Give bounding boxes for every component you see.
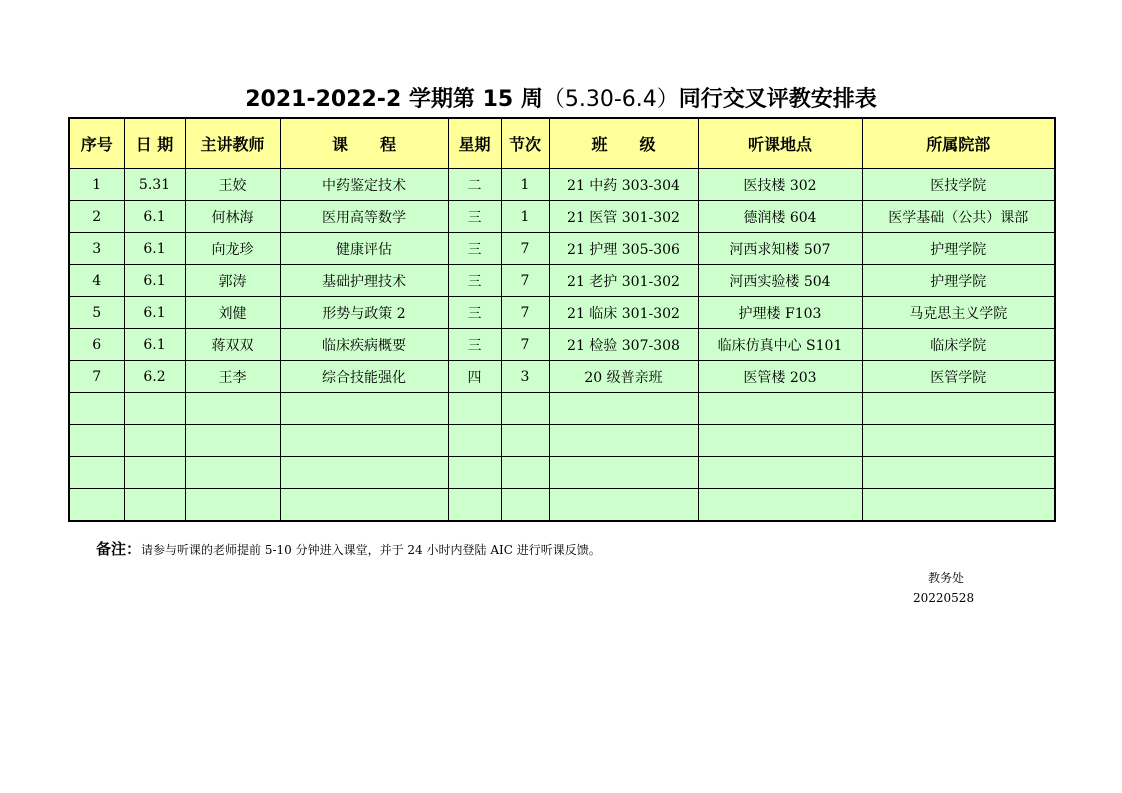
cell-teacher: 向龙珍 [185,233,280,265]
cell-location: 河西求知楼 507 [698,233,862,265]
cell-teacher: 蒋双双 [185,329,280,361]
cell-empty [862,425,1055,457]
cell-class: 21 老护 301-302 [549,265,698,297]
cell-department: 医技学院 [862,169,1055,201]
cell-teacher: 郭涛 [185,265,280,297]
cell-class: 21 检验 307-308 [549,329,698,361]
cell-empty [124,425,185,457]
table-row [69,233,1055,265]
cell-course: 基础护理技术 [280,265,448,297]
cell-empty [501,425,549,457]
cell-empty [124,393,185,425]
col-header-location: 听课地点 [698,118,862,169]
cell-empty [549,425,698,457]
cell-department: 临床学院 [862,329,1055,361]
cell-empty [501,457,549,489]
cell-period: 7 [501,233,549,265]
cell-date: 6.1 [124,297,185,329]
cell-department: 护理学院 [862,265,1055,297]
table-header-row [69,118,1055,169]
cell-date: 6.2 [124,361,185,393]
cell-teacher: 何林海 [185,201,280,233]
cell-empty [698,425,862,457]
cell-empty [280,457,448,489]
cell-empty [185,425,280,457]
cell-weekday: 二 [448,169,501,201]
cell-empty [185,457,280,489]
col-header-department: 所属院部 [862,118,1055,169]
cell-date: 6.1 [124,265,185,297]
cell-index: 4 [69,265,124,297]
table-row [69,169,1055,201]
table-row [69,489,1055,522]
cell-empty [280,393,448,425]
cell-location: 德润楼 604 [698,201,862,233]
cell-class: 21 中药 303-304 [549,169,698,201]
cell-date: 6.1 [124,233,185,265]
cell-empty [549,489,698,522]
cell-teacher: 王姣 [185,169,280,201]
cell-index: 7 [69,361,124,393]
cell-empty [862,393,1055,425]
table-row [69,361,1055,393]
page-title [0,82,1122,113]
remark-label: 备注： [96,540,142,558]
cell-weekday: 三 [448,297,501,329]
cell-location: 河西实验楼 504 [698,265,862,297]
cell-empty [185,489,280,522]
cell-department: 马克思主义学院 [862,297,1055,329]
table-row [69,297,1055,329]
schedule-table [68,117,1056,522]
cell-weekday: 四 [448,361,501,393]
remark-text: 请参与听课的老师提前 5-10 分钟进入课堂，并于 24 小时内登陆 AIC 进行听课反馈。 [141,543,601,557]
cell-teacher: 刘健 [185,297,280,329]
cell-course: 综合技能强化 [280,361,448,393]
cell-course: 形势与政策 2 [280,297,448,329]
remark-note [96,538,601,559]
cell-period: 7 [501,297,549,329]
title-range: （5.30-6.4） [542,87,679,112]
cell-index: 3 [69,233,124,265]
cell-location: 医管楼 203 [698,361,862,393]
cell-class: 20 级普亲班 [549,361,698,393]
cell-empty [69,457,124,489]
table-row [69,329,1055,361]
cell-course: 医用高等数学 [280,201,448,233]
col-header-teacher: 主讲教师 [185,118,280,169]
table-row [69,425,1055,457]
cell-date: 6.1 [124,329,185,361]
col-header-class: 班 级 [549,118,698,169]
col-header-date: 日 期 [124,118,185,169]
cell-empty [124,457,185,489]
cell-index: 6 [69,329,124,361]
col-header-weekday: 星期 [448,118,501,169]
cell-index: 1 [69,169,124,201]
table-row [69,457,1055,489]
title-main: 2021-2022-2 学期第 15 周 [245,87,543,112]
cell-course: 中药鉴定技术 [280,169,448,201]
cell-empty [280,489,448,522]
cell-teacher: 王李 [185,361,280,393]
cell-empty [698,489,862,522]
cell-empty [698,393,862,425]
table-row [69,201,1055,233]
col-header-index: 序号 [69,118,124,169]
cell-department: 护理学院 [862,233,1055,265]
cell-class: 21 临床 301-302 [549,297,698,329]
cell-location: 医技楼 302 [698,169,862,201]
cell-department: 医管学院 [862,361,1055,393]
cell-location: 护理楼 F103 [698,297,862,329]
cell-period: 1 [501,201,549,233]
cell-empty [862,489,1055,522]
cell-weekday: 三 [448,265,501,297]
cell-location: 临床仿真中心 S101 [698,329,862,361]
cell-class: 21 护理 305-306 [549,233,698,265]
cell-period: 7 [501,329,549,361]
issuing-office: 教务处 [928,571,965,585]
cell-empty [69,393,124,425]
table-row [69,265,1055,297]
cell-empty [501,393,549,425]
cell-index: 5 [69,297,124,329]
cell-period: 3 [501,361,549,393]
cell-empty [501,489,549,522]
cell-period: 1 [501,169,549,201]
cell-empty [280,425,448,457]
col-header-period: 节次 [501,118,549,169]
cell-empty [448,489,501,522]
cell-empty [69,425,124,457]
cell-course: 健康评估 [280,233,448,265]
cell-empty [448,425,501,457]
cell-empty [124,489,185,522]
issue-date: 20220528 [913,591,975,605]
cell-index: 2 [69,201,124,233]
cell-empty [448,457,501,489]
cell-empty [185,393,280,425]
cell-weekday: 三 [448,329,501,361]
cell-course: 临床疾病概要 [280,329,448,361]
cell-empty [862,457,1055,489]
cell-department: 医学基础（公共）课部 [862,201,1055,233]
cell-period: 7 [501,265,549,297]
cell-empty [69,489,124,522]
cell-empty [448,393,501,425]
title-suffix: 同行交叉评教安排表 [678,87,877,112]
col-header-course: 课 程 [280,118,448,169]
cell-empty [549,393,698,425]
table-row [69,393,1055,425]
cell-empty [549,457,698,489]
cell-weekday: 三 [448,201,501,233]
cell-empty [698,457,862,489]
cell-class: 21 医管 301-302 [549,201,698,233]
cell-date: 6.1 [124,201,185,233]
cell-date: 5.31 [124,169,185,201]
cell-weekday: 三 [448,233,501,265]
